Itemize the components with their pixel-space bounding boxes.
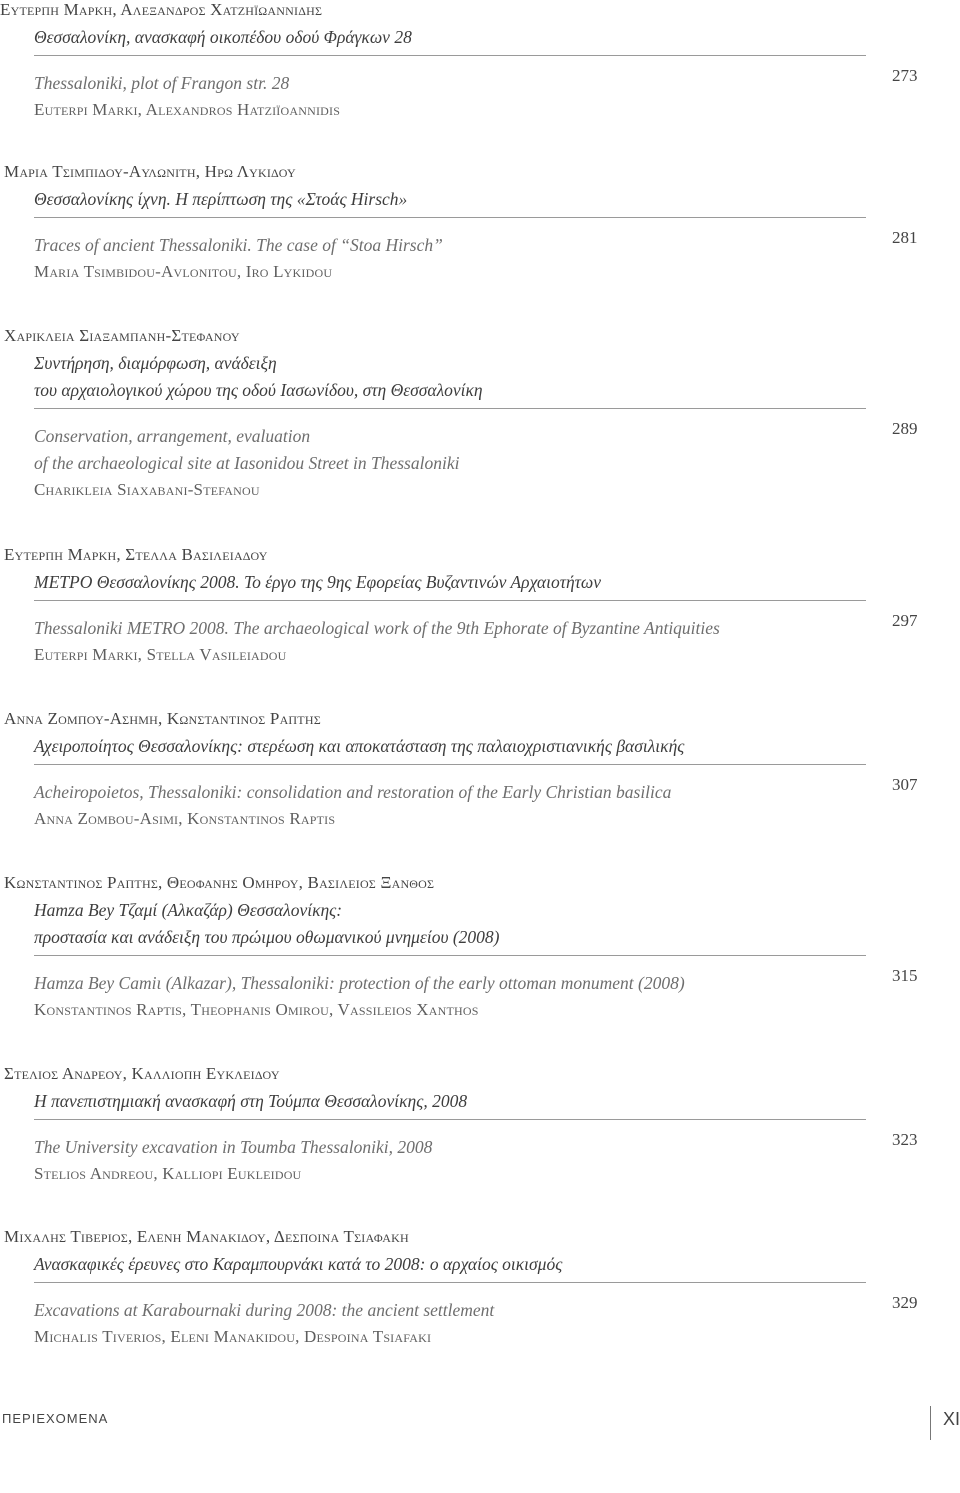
article-title-greek: Αχειροποίητος Θεσσαλονίκης: στερέωση και αποκατάσταση της παλαιοχριστιανικής βασιλικής (34, 736, 685, 756)
article-title-english: of the archaeological site at Iasonidou Street in Thessaloniki (34, 453, 460, 473)
article-title-greek: Hamza Bey Τζαμί (Αλκαζάρ) Θεσσαλονίκης: (34, 900, 343, 920)
article-title-english: Acheiropoietos, Thessaloniki: consolidation and restoration of the Early Christian basilica (34, 782, 672, 802)
author-names-english: Euterpi Marki, Alexandros Hatziïoannidis (34, 100, 341, 119)
entry-rule (34, 1282, 866, 1283)
article-title-english: Hamza Bey Camiι (Alkazar), Thessaloniki: protection of the early ottoman monument (2008) (34, 973, 685, 993)
article-title-english: The University excavation in Toumba Thessaloniki, 2008 (34, 1137, 433, 1157)
author-names-english: Konstantinos Raptis, Theophanis Omirou, Vassileios Xanthos (34, 1000, 479, 1019)
article-title-english: Conservation, arrangement, evaluation (34, 426, 311, 446)
footer-divider (930, 1406, 931, 1440)
article-title-english: Excavations at Karabournaki during 2008: the ancient settlement (34, 1300, 495, 1320)
article-title-greek: Θεσσαλονίκης ίχνη. Η περίπτωση της «Στοάς Hirsch» (34, 189, 408, 209)
page-number: 315 (892, 966, 918, 985)
author-names-greek: Στελιος Ανδρεου, Καλλιοπη Ευκλειδου (4, 1064, 280, 1083)
entry-rule (34, 955, 866, 956)
author-names-greek: Χαρικλεια Σιαξαμπανη-Στεφανου (4, 326, 240, 345)
entry-rule (34, 55, 866, 56)
page-number: 281 (892, 228, 918, 247)
entry-rule (34, 600, 866, 601)
entry-rule (34, 1119, 866, 1120)
article-title-greek: Η πανεπιστημιακή ανασκαφή στη Τούμπα Θεσσαλονίκης, 2008 (34, 1091, 468, 1111)
author-names-greek: Μιχαλης Τιβεριος, Ελενη Μανακιδου, Δεσποινα Τσιαφακη (4, 1227, 409, 1246)
page-number: 273 (892, 66, 918, 85)
page-number: 329 (892, 1293, 918, 1312)
page-number: 307 (892, 775, 918, 794)
article-title-greek: ΜΕΤΡΟ Θεσσαλονίκης 2008. Το έργο της 9ης Εφορείας Βυζαντινών Αρχαιοτήτων (34, 572, 602, 592)
page-number: 289 (892, 419, 918, 438)
entry-rule (34, 217, 866, 218)
page-number: 297 (892, 611, 918, 630)
author-names-greek: Κωνσταντινος Ραπτης, Θεοφανης Ομηρου, Βασιλειος Ξανθος (4, 873, 435, 892)
article-title-greek: Θεσσαλονίκη, ανασκαφή οικοπέδου οδού Φράγκων 28 (34, 27, 412, 47)
entry-rule (34, 764, 866, 765)
article-title-greek: του αρχαιολογικού χώρου της οδού Ιασωνίδου, στη Θεσσαλονίκη (34, 380, 483, 400)
entry-rule (34, 408, 866, 409)
article-title-greek: Συντήρηση, διαμόρφωση, ανάδειξη (34, 353, 277, 373)
article-title-english: Thessaloniki METRO 2008. The archaeological work of the 9th Ephorate of Byzantine Antiquities (34, 618, 720, 638)
article-title-english: Traces of ancient Thessaloniki. The case of “Stoa Hirsch” (34, 235, 443, 255)
author-names-greek: Ευτερπη Μαρκη, Αλεξανδρος Χατζηϊωαννιδης (0, 0, 323, 19)
author-names-greek: Μαρια Τσιμπιδου-Αυλωνιτη, Ηρω Λυκιδου (4, 162, 296, 181)
article-title-greek: προστασία και ανάδειξη του πρώιμου οθωμανικού μνημείου (2008) (34, 927, 500, 947)
author-names-english: Maria Tsimbidou-Avlonitou, Iro Lykidou (34, 262, 333, 281)
page-number: 323 (892, 1130, 918, 1149)
author-names-greek: Ευτερπη Μαρκη, Στελλα Βασιλειαδου (4, 545, 268, 564)
author-names-english: Euterpi Marki, Stella Vasileiadou (34, 645, 287, 664)
footer-section-label: ΠΕΡΙΕΧΟΜΕΝΑ (2, 1411, 109, 1426)
author-names-english: Charikleia Siaxabani-Stefanou (34, 480, 260, 499)
article-title-english: Thessaloniki, plot of Frangon str. 28 (34, 73, 290, 93)
author-names-english: Michalis Tiverios, Eleni Manakidou, Despoina Tsiafaki (34, 1327, 432, 1346)
footer-page-number: XI (943, 1409, 960, 1429)
article-title-greek: Ανασκαφικές έρευνες στο Καραμπουρνάκι κατά το 2008: ο αρχαίος οικισμός (34, 1254, 563, 1274)
author-names-english: Stelios Andreou, Kalliopi Eukleidou (34, 1164, 302, 1183)
author-names-english: Anna Zombou-Asimi, Konstantinos Raptis (34, 809, 336, 828)
author-names-greek: Αννα Ζομπου-Ασημη, Κωνσταντινος Ραπτης (4, 709, 321, 728)
